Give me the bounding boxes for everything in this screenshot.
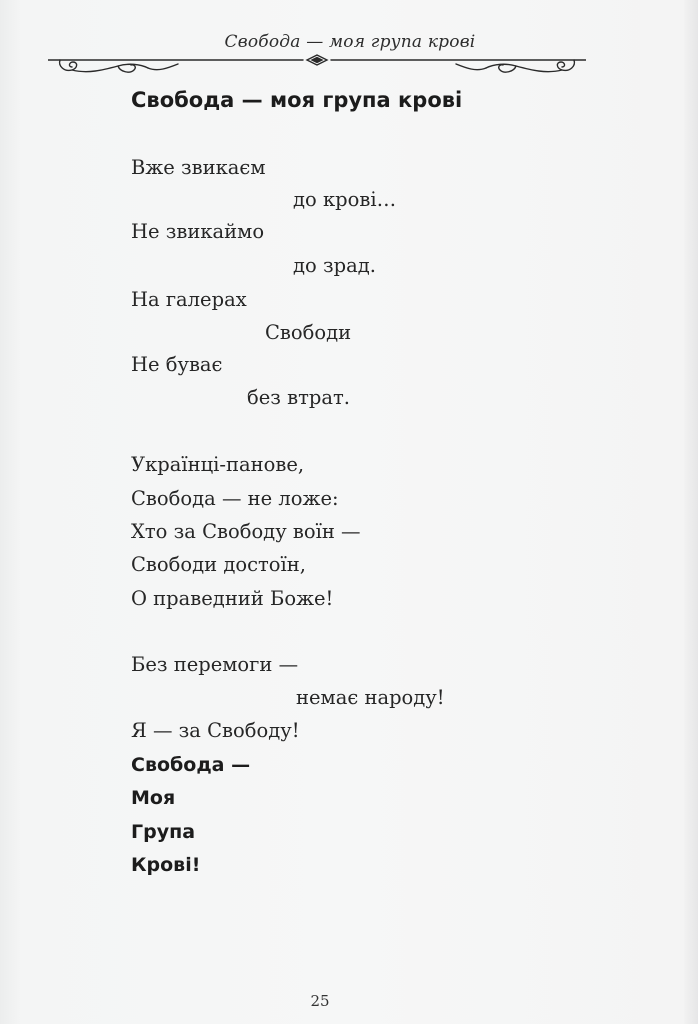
poem-line: Без перемоги — xyxy=(131,653,299,676)
poem-line: Свободи xyxy=(265,321,352,344)
poem-line: немає народу! xyxy=(296,686,445,709)
poem-line-bold: Моя xyxy=(131,787,176,809)
poem-line: Свободи достоїн, xyxy=(131,553,306,576)
running-header-title: Свобода — моя група крові xyxy=(224,32,476,52)
poem-line-bold: Свобода — xyxy=(131,754,251,776)
poem-line: до зрад. xyxy=(293,254,376,277)
poem-line: без втрат. xyxy=(247,386,350,409)
poem-line-bold: Крові! xyxy=(131,854,201,876)
poem-line: Українці-панове, xyxy=(131,453,305,476)
ornamental-divider-icon xyxy=(48,52,586,82)
poem-line-bold: Група xyxy=(131,821,196,843)
poem-line: Свобода — не ложе: xyxy=(131,487,339,510)
poem-line: Хто за Свободу воїн — xyxy=(131,520,361,543)
poem-line: до крові… xyxy=(293,188,397,211)
page-number: 25 xyxy=(310,992,330,1010)
poem-line: Я — за Свободу! xyxy=(131,719,300,742)
poem-line: О праведний Боже! xyxy=(131,587,334,610)
poem-title: Свобода — моя група крові xyxy=(131,88,463,112)
poem-line: Вже звикаєм xyxy=(131,156,266,179)
poem-line: На галерах xyxy=(131,288,247,311)
page-edge-shadow xyxy=(684,0,698,1024)
poem-line: Не буває xyxy=(131,353,223,376)
poem-line: Не звикаймо xyxy=(131,220,265,243)
